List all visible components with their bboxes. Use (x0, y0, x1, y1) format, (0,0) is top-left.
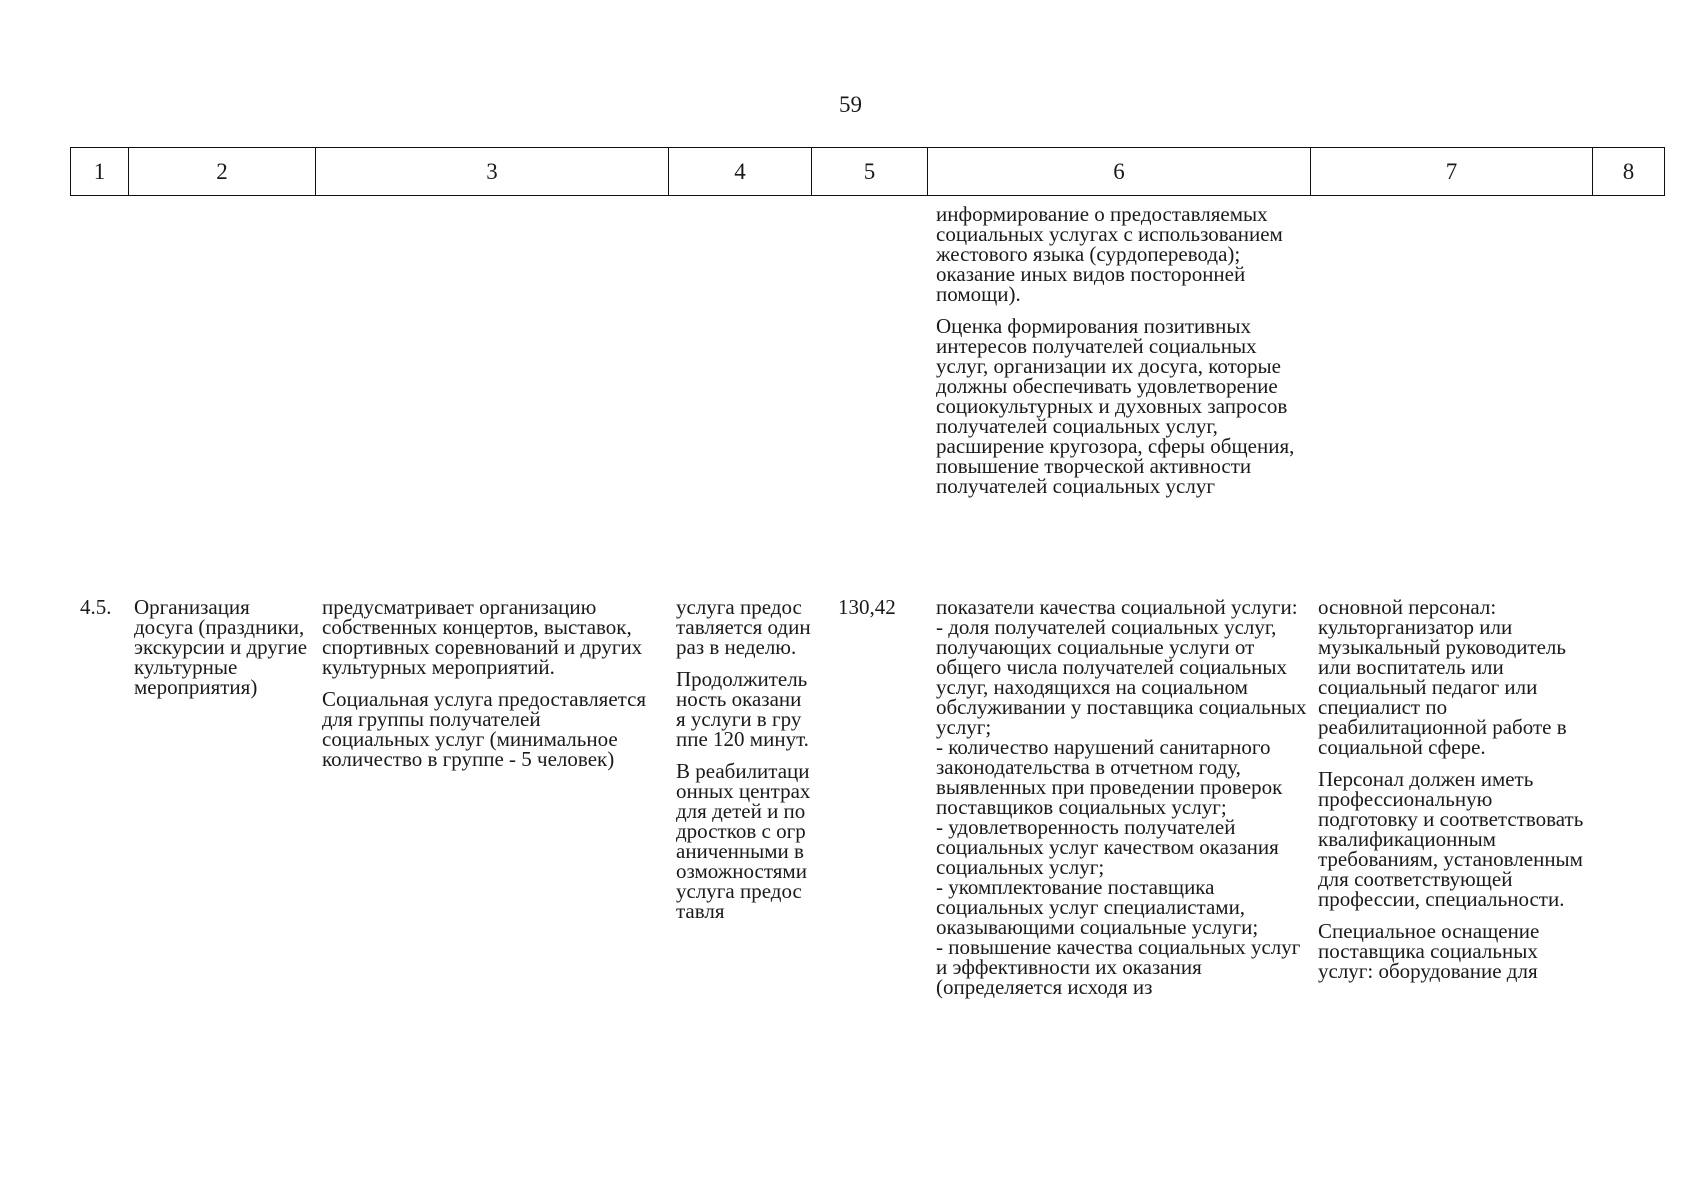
page-number: 59 (839, 92, 862, 117)
column-number-3: 3 (316, 148, 669, 196)
column-number-6: 6 (928, 148, 1311, 196)
column-number-2: 2 (129, 148, 316, 196)
service-volume-para-3: В реабилитационных центрах для детей и подростков с ограниченными возможностями услуга предоставля (676, 759, 811, 923)
service-conditions (1318, 597, 1594, 981)
continuation-col6-para-2: Оценка формирования позитивных интересов получателей социальных услуг, организации их досуга, которые должны обеспечивать удовлетворение социокультурных и духовных запросов получателей социальных услуг, расширение кругозора, сферы общения, повышение творческой активности получателей социальных услуг (936, 314, 1295, 498)
service-conditions-para-2: Персонал должен иметь профессиональную подготовку и соответствовать квалификационным требованиям, установленным для соответствующей профессии, специальности. (1318, 767, 1584, 911)
column-number-8: 8 (1593, 148, 1665, 196)
service-conditions-para-1: основной персонал: культорганизатор или музыкальный руководитель или воспитатель или социальный педагог или специалист по реабилитационной работе в социальной сфере. (1318, 595, 1567, 759)
row-number: 4.5. (80, 595, 112, 619)
service-name: Организация досуга (праздники, экскурсии и другие культурные мероприятия) (134, 595, 308, 699)
service-volume-para-1: услуга предоставляется один раз в неделю. (676, 595, 811, 659)
quality-indicators: показатели качества социальной услуги: - доля получателей социальных услуг, получающих социальные услуги от общего числа получателей социальных услуг, находящихся на социальном обслуживании у поставщика социальных услуг; - количество нарушений санитарного законодательства в отчетном году, выявленных при проведении проверок поставщиков социальных услуг; - удовлетворенность получателей социальных услуг качеством оказания социальных услуг; - укомплектование поставщика социальных услуг специалистами, оказывающими социальные услуги; - повышение качества социальных услуг и эффективности их оказания (определяется исходя из (936, 595, 1307, 999)
continuation-col6 (936, 204, 1311, 496)
service-volume (676, 597, 811, 921)
column-header-row (70, 147, 1665, 196)
column-number-7: 7 (1311, 148, 1593, 196)
service-price: 130,42 (838, 595, 896, 619)
service-description-para-1: предусматривает организацию собственных концертов, выставок, спортивных соревнований и других культурных мероприятий. (322, 595, 643, 679)
column-number-5: 5 (812, 148, 928, 196)
column-number-1: 1 (71, 148, 129, 196)
continuation-col6-para-1: информирование о предоставляемых социальных услугах с использованием жестового языка (сурдоперевода); оказание иных видов посторонней помощи). (936, 202, 1283, 306)
column-number-4: 4 (669, 148, 812, 196)
service-volume-para-2: Продолжительность оказания услуги в группе 120 минут. (676, 667, 809, 751)
service-description (322, 597, 652, 769)
service-description-para-2: Социальная услуга предоставляется для группы получателей социальных услуг (минимальное количество в группе - 5 человек) (322, 687, 647, 771)
service-conditions-para-3: Специальное оснащение поставщика социальных услуг: оборудование для (1318, 919, 1540, 983)
